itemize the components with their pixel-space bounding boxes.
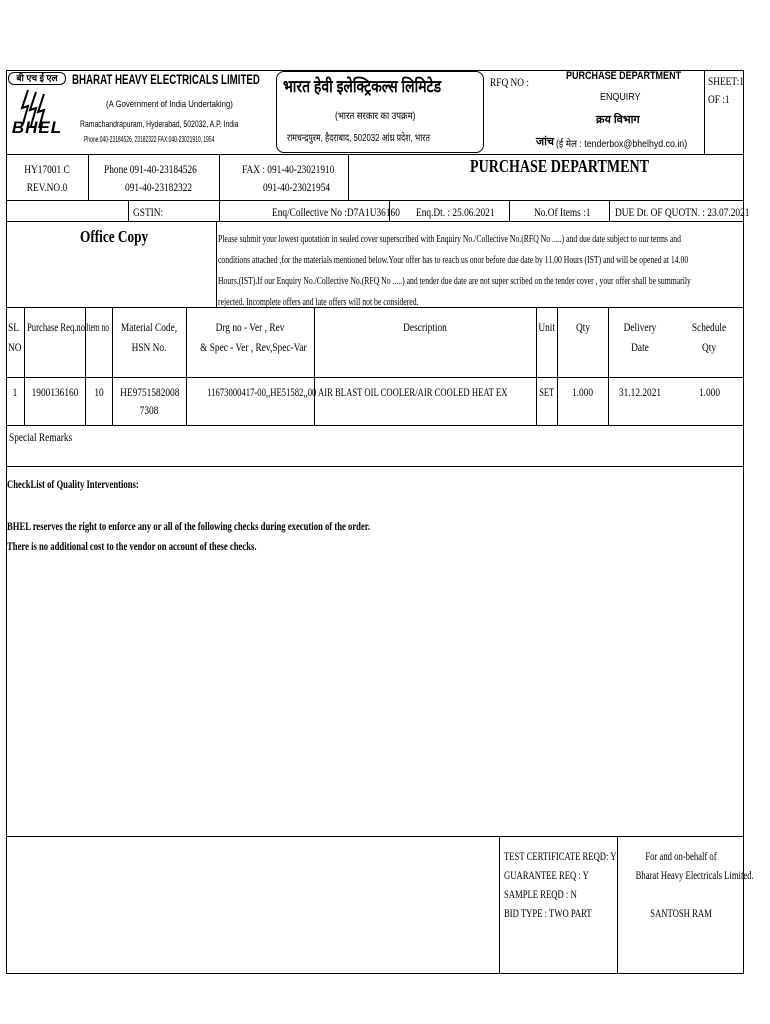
header-material-code: Material Code, HSN No. bbox=[120, 320, 178, 354]
header-unit: Unit bbox=[538, 320, 555, 334]
purchase-dept-en: PURCHASE DEPARTMENT bbox=[566, 70, 682, 82]
number-of-items: No.Of Items :1 bbox=[534, 205, 591, 219]
header-qty: Qty bbox=[575, 320, 590, 334]
divider bbox=[128, 201, 129, 222]
gstin-label: GSTIN: bbox=[133, 205, 164, 219]
divider bbox=[219, 201, 220, 222]
special-remarks-box bbox=[6, 426, 744, 467]
company-hi-block bbox=[276, 71, 484, 153]
phone-numbers: Phone 091-40-23184526 091-40-23182322 bbox=[104, 162, 197, 194]
cell-description: AIR BLAST OIL COOLER/AIR COOLED HEAT EX bbox=[318, 385, 508, 399]
special-remarks-label: Special Remarks bbox=[9, 430, 73, 444]
table-row bbox=[6, 378, 744, 426]
sheet-info: SHEET:1 OF :1 bbox=[708, 74, 744, 106]
cell-delivery-date: 31.12.2021 bbox=[618, 385, 662, 399]
rfq-label: RFQ NO : bbox=[490, 75, 530, 89]
divider bbox=[216, 222, 217, 308]
header-sl-no: SL NO bbox=[8, 320, 22, 354]
logo-hindi-text: बी एच ई एल bbox=[8, 72, 66, 85]
header-schedule-qty: Schedule Qty bbox=[691, 320, 727, 354]
purchase-dept-header bbox=[534, 70, 704, 155]
header-drg-spec: Drg no - Ver , Rev & Spec - Ver , Rev,Spec-Var bbox=[200, 320, 307, 354]
govt-undertaking-en: (A Government of India Undertaking) bbox=[106, 99, 233, 110]
header-description: Description bbox=[403, 320, 447, 334]
divider bbox=[609, 201, 610, 222]
bhel-logo bbox=[8, 72, 66, 152]
enquiry-number: Enq/Collective No :D7A1U36160 bbox=[272, 205, 400, 219]
checklist-heading: CheckList of Quality Interventions: bbox=[7, 477, 139, 491]
address-hi: रामचन्द्रपुरम, हैदराबाद, 502032 आंध्र प्रदेश, भारत bbox=[287, 133, 430, 144]
cell-unit: SET bbox=[539, 385, 555, 399]
no-additional-cost-text: There is no additional cost to the vendor on account of these checks. bbox=[7, 539, 257, 553]
enquiry-date: Enq.Dt. : 25.06.2021 bbox=[416, 205, 495, 219]
header-delivery-date: Delivery Date bbox=[623, 320, 657, 354]
header-item-no: Item no bbox=[86, 320, 109, 334]
cell-drg-spec: 11673000417-00,,HE51582,,00 bbox=[207, 385, 317, 399]
cell-schedule-qty: 1.000 bbox=[698, 385, 720, 399]
purchase-dept-hi: क्रय विभाग bbox=[596, 114, 640, 126]
logo-letters: BHEL bbox=[11, 118, 63, 137]
phone-fax-en: Phone:040-23184526, 23182322 FAX:040-23021910, 1954 bbox=[84, 135, 215, 144]
company-name-en: BHARAT HEAVY ELECTRICALS LIMITED bbox=[72, 72, 260, 87]
instructions-text: Please submit your lowest quotation in sealed cover superscribed with Enquiry No./Collective No.(RFQ No .....) and due date subject to our terms and conditions attached ,for the materials mentioned below.Your offer has to reach us onor before due date by 11.00 Hours (IST) and will be opened at 14.00 Hours.(IST).If our Enquiry No./Collective No.(RFQ No .....) and tender due date are not super scribed on the tender cover , your offer shall be summarily rejected. Incomplete offers and late offers will not be considered. bbox=[218, 233, 691, 308]
email-address[interactable]: (ई मेल : tenderbox@bhelhyd.co.in) bbox=[556, 139, 688, 150]
purchase-dept-title: PURCHASE DEPARTMENT bbox=[470, 156, 650, 176]
signatory-block: For and on-behalf of Bharat Heavy Electricals Limited. SANTOSH RAM bbox=[635, 849, 754, 920]
cell-material-code: HE9751582008 7308 bbox=[120, 385, 180, 417]
address-en: Ramachandrapuram, Hyderabad, 502032, A.P. India bbox=[80, 119, 239, 130]
divider bbox=[88, 155, 89, 201]
cell-qty: 1.000 bbox=[571, 385, 594, 399]
divider bbox=[499, 837, 500, 974]
cell-purchase-req: 1900136160 bbox=[31, 385, 78, 399]
enquiry-hi: जांच bbox=[536, 136, 554, 148]
bhel-reserves-text: BHEL reserves the right to enforce any or all of the following checks during execution of the order. bbox=[7, 519, 371, 533]
due-date: DUE Dt. OF QUOTN. : 23.07.2021 bbox=[615, 205, 750, 219]
company-en-block bbox=[68, 72, 274, 152]
company-name-hi: भारत हेवी इलेक्ट्रिकल्स लिमिटेड bbox=[283, 77, 442, 96]
cell-item-no: 10 bbox=[93, 385, 104, 399]
form-code: HY17001 C REV.NO.0 bbox=[24, 162, 70, 194]
enquiry-en: ENQUIRY bbox=[600, 91, 641, 103]
govt-undertaking-hi: (भारत सरकार का उपक्रम) bbox=[335, 111, 416, 122]
header-purchase-req: Purchase Req.no bbox=[27, 320, 86, 334]
cell-sl: 1 bbox=[12, 385, 18, 399]
sheet-divider bbox=[704, 70, 705, 155]
office-copy-label: Office Copy bbox=[80, 227, 149, 246]
requirements-list: TEST CERTIFICATE REQD: Y GUARANTEE REQ : Y SAMPLE REQD : N BID TYPE : TWO PART bbox=[504, 849, 617, 920]
fax-numbers: FAX : 091-40-23021910 091-40-23021954 bbox=[242, 162, 335, 194]
